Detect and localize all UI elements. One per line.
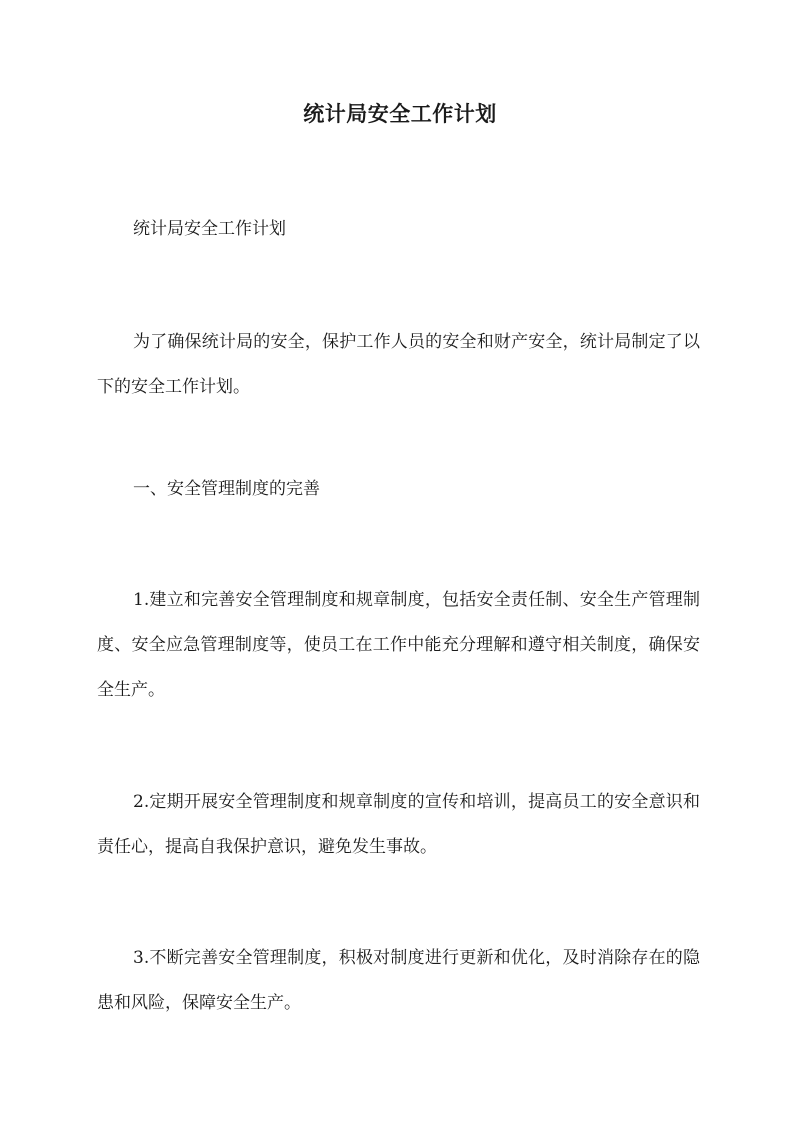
list-item-1: 1.建立和完善安全管理制度和规章制度，包括安全责任制、安全生产管理制度、安全应急管理制度等，使员工在工作中能充分理解和遵守相关制度，确保安全生产。 (97, 590, 700, 700)
document-title: 统计局安全工作计划 (303, 101, 497, 126)
list-item-2: 2.定期开展安全管理制度和规章制度的宣传和培训，提高员工的安全意识和责任心，提高自我保护意识，避免发生事故。 (97, 792, 700, 857)
subtitle-paragraph: 统计局安全工作计划 (133, 219, 286, 239)
intro-paragraph: 为了确保统计局的安全，保护工作人员的安全和财产安全，统计局制定了以下的安全工作计划。 (97, 332, 700, 397)
section-heading-1: 一、安全管理制度的完善 (133, 479, 320, 499)
list-item-3: 3.不断完善安全管理制度，积极对制度进行更新和优化，及时消除存在的隐患和风险，保障安全生产。 (97, 948, 700, 1013)
